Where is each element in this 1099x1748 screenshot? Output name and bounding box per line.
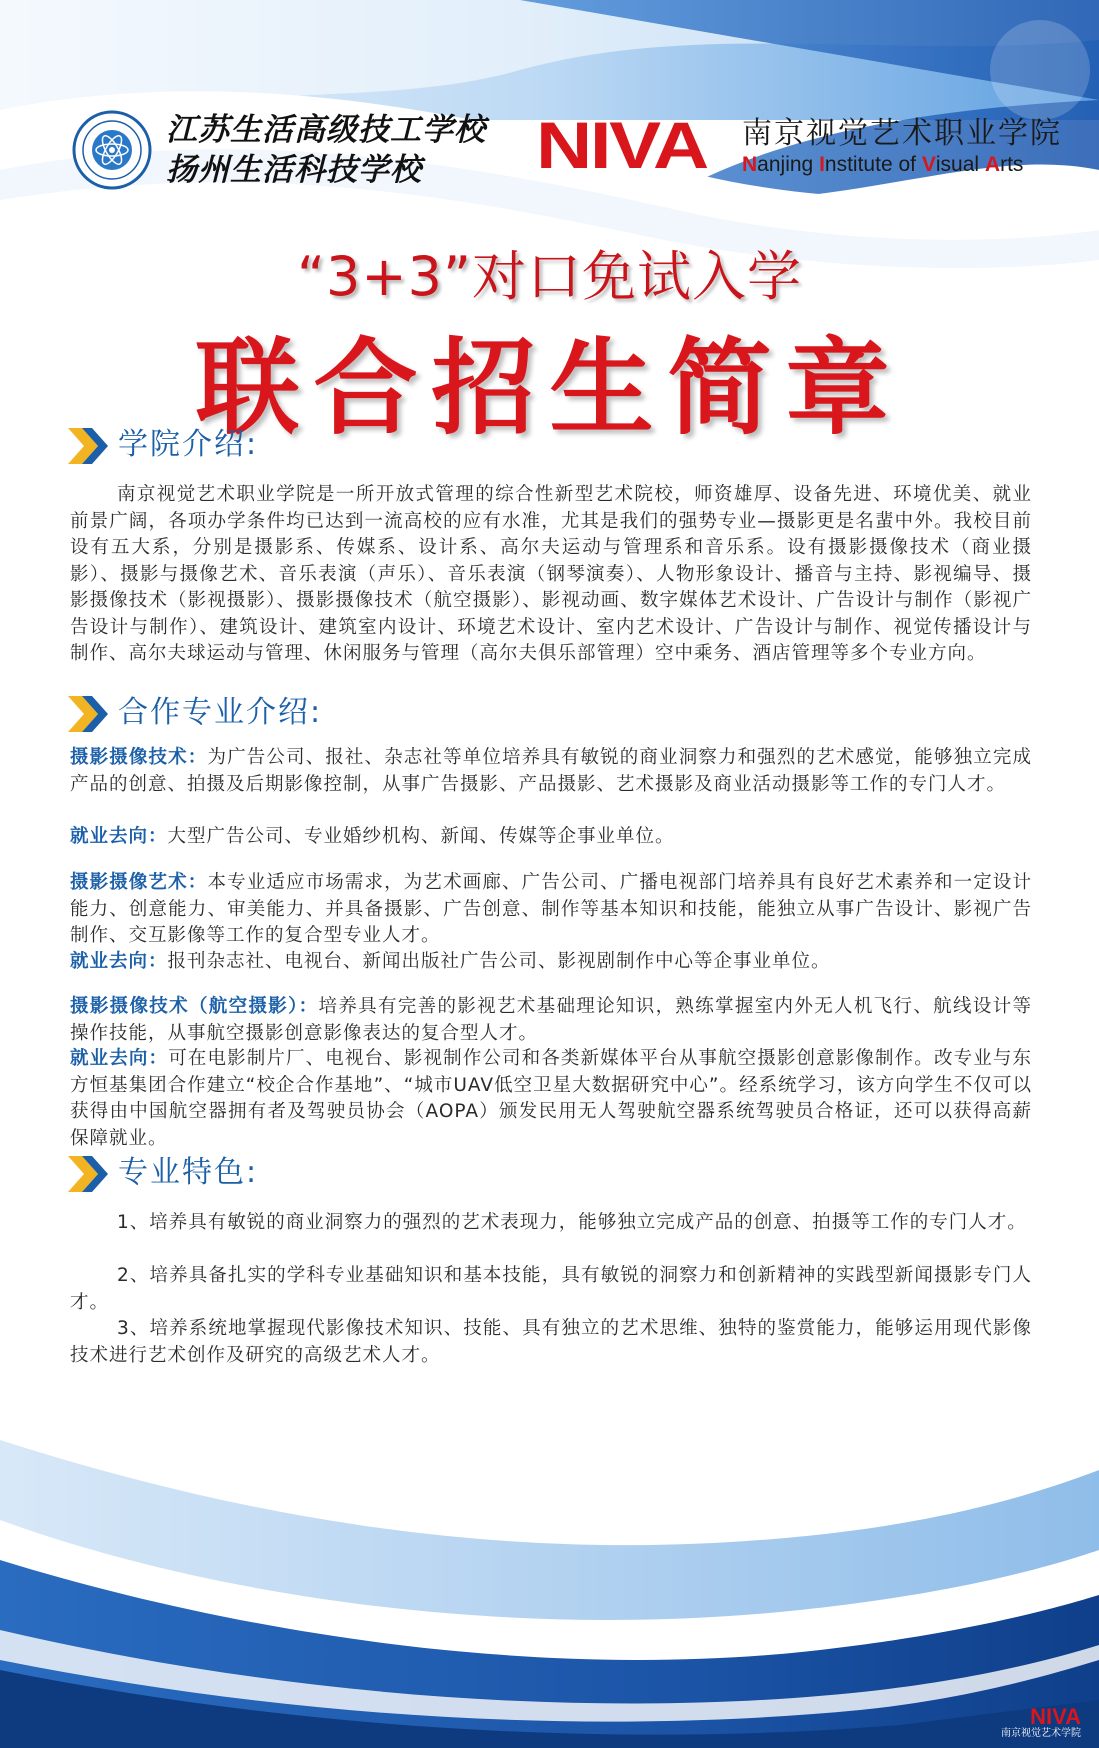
major-label: 摄影摄像艺术： <box>70 872 208 893</box>
feature-item: 3、培养系统地掌握现代影像技术知识、技能、具有独立的艺术思维、独特的鉴赏能力，能够运用现代影像技术进行艺术创作及研究的高级艺术人才。 <box>70 1318 1032 1366</box>
major-text: 培养具有完善的影视艺术基础理论知识，熟练掌握室内外无人机飞行、航线设计等操作技能，从事航空摄影创意影像表达的复合型人才。 <box>70 996 1032 1044</box>
major-label: 摄影摄像技术： <box>70 747 208 768</box>
section-title: 专业特色: <box>118 1155 259 1190</box>
niva-initial-letter: A <box>984 153 1001 176</box>
job-text: 大型广告公司、专业婚纱机构、新闻、传媒等企事业单位。 <box>167 826 675 847</box>
major-3-desc <box>70 994 1032 1047</box>
major-2-desc <box>70 870 1032 950</box>
chevron-right-icon <box>68 696 110 732</box>
major-2-job <box>70 949 1032 976</box>
headline: “3+3”对口免试入学 <box>297 245 802 308</box>
footer-school-name: 南京视觉艺术学院 <box>1001 1728 1081 1739</box>
section-intro-heading <box>68 422 568 468</box>
school-name-line1: 江苏生活高级技工学校 <box>166 112 486 148</box>
footer-niva-logo: NIVA <box>1030 1704 1081 1729</box>
niva-english-name: Nanjing Institute of Visual Arts <box>742 153 1024 176</box>
niva-logo: NIVA <box>536 108 707 182</box>
job-label: 就业去向： <box>70 826 168 847</box>
niva-chinese-name: 南京视觉艺术职业学院 <box>742 116 1062 151</box>
section-features-heading <box>68 1150 568 1196</box>
niva-initial-letter: I <box>819 153 825 176</box>
job-text: 可在电影制片厂、电视台、影视制作公司和各类新媒体平台从事航空摄影创意影像制作。改专业与东方恒基集团合作建立“校企合作基地”、“城市UAV低空卫星大数据研究中心”。经系统学习，该方向学生不仅可以获得由中国航空器拥有者及驾驶员协会（AOPA）颁发民用无人驾驶航空器系统驾驶员合格证，还可以获得高薪保障就业。 <box>70 1048 1032 1149</box>
major-text: 为广告公司、报社、杂志社等单位培养具有敏锐的商业洞察力和强烈的艺术感觉，能够独立完成产品的创意、拍摄及后期影像控制，从事广告摄影、产品摄影、艺术摄影及商业活动摄影等工作的专门人才。 <box>70 747 1032 795</box>
niva-initial-letter: N <box>742 153 758 176</box>
school-emblem-icon <box>72 110 152 190</box>
job-label: 就业去向： <box>70 951 168 972</box>
chevron-right-icon <box>68 1156 110 1192</box>
feature-item: 2、培养具备扎实的学科专业基础知识和基本技能，具有敏锐的洞察力和创新精神的实践型新闻摄影专门人才。 <box>70 1265 1032 1313</box>
section-majors-heading <box>68 690 568 736</box>
intro-paragraph: 南京视觉艺术职业学院是一所开放式管理的综合性新型艺术院校，师资雄厚、设备先进、环境优美、就业前景广阔，各项办学条件均已达到一流高校的应有水准，尤其是我们的强势专业—摄影更是名蜚中外。我校目前设有五大系，分别是摄影系、传媒系、设计系、高尔夫运动与管理系和音乐系。设有摄影摄像技术（商业摄影）、摄影与摄像艺术、音乐表演（声乐）、音乐表演（钢琴演奏）、人物形象设计、播音与主持、影视编导、摄影摄像技术（影视摄影）、摄影摄像技术（航空摄影）、影视动画、数字媒体艺术设计、广告设计与制作（影视广告设计与制作）、建筑设计、建筑室内设计、环境艺术设计、室内艺术设计、广告设计与制作、视觉传播设计与制作、高尔夫球运动与管理、休闲服务与管理（高尔夫俱乐部管理）空中乘务、酒店管理等多个专业方向。 <box>70 484 1032 664</box>
major-label: 摄影摄像技术（航空摄影）： <box>70 996 319 1017</box>
niva-initial-letter: V <box>921 153 936 176</box>
major-1-job <box>70 824 1032 851</box>
section-title: 合作专业介绍: <box>118 695 323 730</box>
job-label: 就业去向： <box>70 1048 169 1069</box>
feature-item: 1、培养具有敏锐的商业洞察力的强烈的艺术表现力，能够独立完成产品的创意、拍摄等工作的专门人才。 <box>117 1212 1027 1233</box>
section-title: 学院介绍: <box>118 427 259 462</box>
chevron-right-icon <box>68 428 110 464</box>
school-names <box>166 110 496 190</box>
niva-brand <box>536 108 1076 192</box>
main-title: 联合招生简章 <box>195 327 904 449</box>
school-name-line2: 扬州生活科技学校 <box>166 152 422 188</box>
job-text: 报刊杂志社、电视台、新闻出版社广告公司、影视剧制作中心等企事业单位。 <box>167 951 831 972</box>
major-1-desc <box>70 745 1032 798</box>
major-text: 本专业适应市场需求，为艺术画廊、广告公司、广播电视部门培养具有良好艺术素养和一定设计能力、创意能力、审美能力、并具备摄影、广告创意、制作等基本知识和技能，能独立从事广告设计、影视广告制作、交互影像等工作的复合型专业人才。 <box>70 872 1032 946</box>
major-3-job <box>70 1046 1032 1152</box>
